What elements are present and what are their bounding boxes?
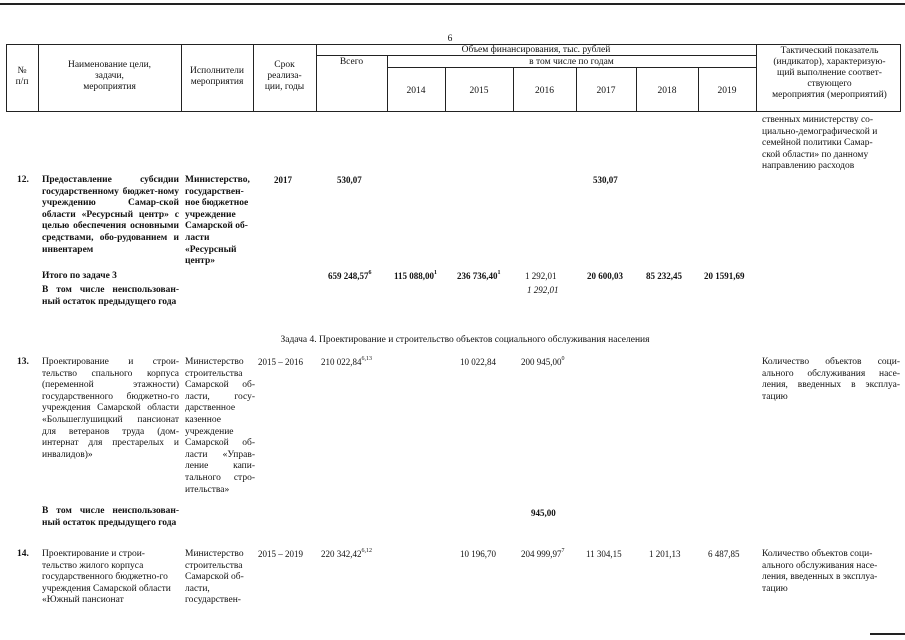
total3-2014-sup: 1 [434, 270, 438, 276]
row13-2016-value: 200 945,00 [521, 357, 562, 367]
total3-2017: 20 600,03 [587, 271, 623, 281]
row14-2015: 10 196,70 [460, 549, 496, 559]
total3-2015-sup: 1 [497, 270, 501, 276]
year-2015-header: 2015 [469, 86, 489, 96]
row14-total [321, 549, 372, 559]
row14-2016-sup: 7 [561, 548, 565, 554]
row13-unused-2016: 945,00 [531, 508, 556, 518]
total3-unused-label: В том числе неиспользован-ный остаток предыдущего года [42, 285, 179, 307]
row14-term: 2015 – 2019 [258, 549, 303, 559]
total3-total-value: 659 248,57 [328, 271, 369, 281]
year-2018-header: 2018 [657, 86, 677, 96]
total3-2018: 85 232,45 [646, 271, 682, 281]
row12-no: 12. [17, 175, 29, 185]
col-term-header: Срок реализа- ции, годы [264, 60, 305, 92]
total3-total-sup: 6 [368, 270, 372, 276]
col-name-header: Наименование цели, задачи, мероприятия [67, 60, 152, 92]
scan-mark [870, 633, 905, 635]
total3-2014-value: 115 088,00 [394, 271, 435, 281]
row14-2017: 11 304,15 [586, 549, 622, 559]
row14-2016-value: 204 999,97 [521, 549, 562, 559]
row14-name: Проектирование и строи-тельство жилого корпуса государственного бюджетно-го учреждения Самарской области «Южный пансионат [42, 549, 171, 606]
row14-total-value: 220 342,42 [321, 549, 362, 559]
carryover-indicator: ственных министерству со- циально-демографической и семейной политики Самар- ской области» по данному направлению расходов [762, 115, 878, 172]
row12-name: Предоставление субсидии государственному бюджет-ному учреждению Самар-ской области «Ресурсный центр» с целью обеспечения основными средствами, обо-рудованием и инвентарем [42, 175, 179, 255]
row14-no: 14. [17, 549, 29, 559]
total3-label: Итого по задаче 3 [42, 271, 117, 281]
total3-total [328, 271, 372, 281]
top-border [0, 3, 905, 5]
row13-name: Проектирование и строи-тельство спального корпуса (переменной этажности) государственного бюджетно-го учреждения Самарской области «Большеглушицкий пансионат для ветеранов труда (дом-интернат для престарелых и инвалидов)» [42, 357, 179, 460]
page-number: 6 [447, 34, 453, 44]
task4-title: Задача 4. Проектирование и строительство объектов социального обслуживания населения [280, 335, 650, 345]
row12-total: 530,07 [337, 175, 362, 185]
col-funding-header: Объем финансирования, тыс. рублей [461, 45, 611, 55]
row12-exec: Министерство, государствен-ное бюджетное учреждение Самарской об-ласти «Ресурсный центр» [185, 175, 250, 267]
row13-total [321, 357, 372, 367]
year-2014-header: 2014 [406, 86, 426, 96]
row14-total-sup: 6,12 [361, 548, 372, 554]
year-2019-header: 2019 [717, 86, 737, 96]
row13-exec: Министерство строительства Самарской об-ласти, госу-дарственное казенное учреждение Самарской об-ласти «Управ-ление капи-тального стро-ительства» [185, 357, 255, 495]
row13-indicator: Количество объектов соци-ального обслуживания насе-ления, введенных в эксплуа-тацию [762, 357, 900, 402]
row14-2016 [521, 549, 565, 559]
row14-indicator: Количество объектов соци-ального обслуживания насе-ления, введенных в эксплуа-тацию [762, 549, 878, 594]
row13-2016-sup: 0 [561, 356, 565, 362]
col-no-header: № п/п [15, 66, 29, 87]
col-exec-header: Исполнители мероприятия [190, 66, 244, 87]
row14-2019: 6 487,85 [708, 549, 740, 559]
row13-no: 13. [17, 357, 29, 367]
year-2017-header: 2017 [596, 86, 616, 96]
col-by-year-header: в том числе по годам [529, 57, 614, 67]
row13-total-value: 210 022,84 [321, 357, 362, 367]
row13-total-sup: 6,13 [361, 356, 372, 362]
row13-unused-label: В том числе неиспользован-ный остаток предыдущего года [42, 506, 179, 528]
col-total-header: Всего [339, 57, 364, 67]
total3-2014 [394, 271, 437, 281]
row14-exec: Министерство строительства Самарской об-ласти, государствен- [185, 549, 244, 606]
col-indicator-header: Тактический показатель (индикатор), характеризую- щий выполнение соответ- ствующего мероприятия (мероприятий) [772, 46, 887, 100]
year-2016-header: 2016 [535, 86, 554, 96]
total3-unused-2016: 1 292,01 [527, 285, 559, 295]
hdr-line-bottom [6, 111, 901, 112]
total3-2019: 20 1591,69 [704, 271, 745, 281]
row12-2017: 530,07 [593, 175, 618, 185]
total3-2015-value: 236 736,40 [457, 271, 498, 281]
row13-term: 2015 – 2016 [258, 357, 303, 367]
row13-2015: 10 022,84 [460, 357, 496, 367]
row13-2016 [521, 357, 565, 367]
total3-2015 [457, 271, 501, 281]
row12-term: 2017 [274, 175, 292, 185]
total3-2016: 1 292,01 [525, 271, 557, 281]
row14-2018: 1 201,13 [649, 549, 681, 559]
